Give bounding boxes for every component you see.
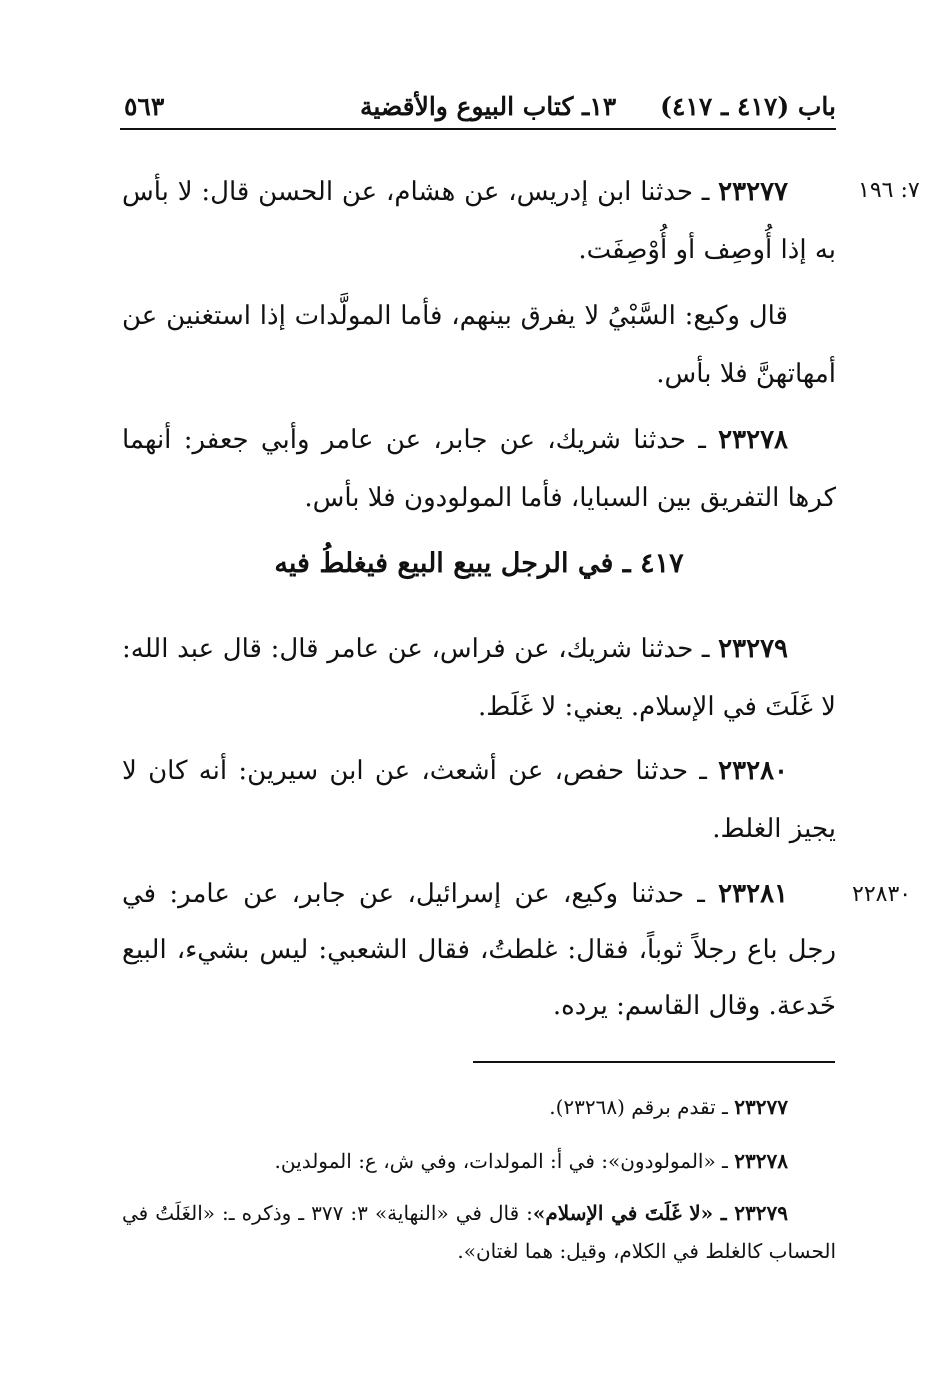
page-header — [120, 86, 836, 130]
margin-reference: ٧: ١٩٦ — [858, 178, 920, 203]
chapter-range: باب (٤١٧ ـ ٤١٧) — [660, 92, 836, 121]
hadith-23279 — [122, 620, 836, 736]
hadith-23278 — [122, 411, 836, 527]
footnote-number: ٢٣٢٧٨ — [734, 1149, 788, 1173]
hadith-number: ٢٣٢٨٠ — [718, 756, 788, 786]
footnote-text: ـ تقدم برقم (٢٣٢٦٨). — [549, 1095, 735, 1119]
hadith-text: ـ حدثنا وكيع، عن إسرائيل، عن جابر، عن عامر: في رجل باع رجلاً ثوباً، فقال: غلطتُ، فقال الشعبي: ليس بشيء، البيع خَدعة. وقال القاسم: يرده. — [122, 879, 836, 1021]
footnote-23278 — [122, 1142, 836, 1180]
book-title: ١٣ـ كتاب البيوع والأقضية — [360, 92, 617, 121]
hadith-number: ٢٣٢٧٩ — [718, 634, 788, 664]
hadith-23277 — [122, 163, 836, 279]
hadith-number: ٢٣٢٨١ — [718, 879, 788, 909]
footnote-number: ٢٣٢٧٩ — [734, 1201, 788, 1225]
hadith-text: ـ حدثنا ابن إدريس، عن هشام، عن الحسن قال: لا بأس به إذا أُوصِف أو أُوْصِفَت. — [122, 177, 836, 265]
hadith-text: ـ حدثنا شريك، عن فراس، عن عامر قال: قال عبد الله: لا غَلَتَ في الإسلام. يعني: لا غَلَط. — [122, 634, 836, 722]
hadith-text: ـ حدثنا شريك، عن جابر، عن عامر وأبي جعفر: أنهما كرها التفريق بين السبايا، فأما المولودون فلا بأس. — [122, 425, 836, 513]
hadith-text: ـ حدثنا حفص، عن أشعث، عن ابن سيرين: أنه كان لا يجيز الغلط. — [122, 756, 836, 844]
hadith-number: ٢٣٢٧٨ — [718, 425, 788, 455]
footnote-text: ـ «المولودون»: في أ: المولدات، وفي ش، ع: المولدين. — [274, 1149, 735, 1173]
margin-reference: ٢٢٨٣٠ — [852, 882, 912, 907]
footnote-23277 — [122, 1088, 836, 1126]
hadith-23281 — [122, 866, 836, 1034]
hadith-23280 — [122, 742, 836, 858]
footnote-23279 — [122, 1194, 836, 1270]
page-number: ٥٦٣ — [124, 92, 165, 121]
waki-statement — [122, 287, 836, 403]
footnote-headword: ـ «لا غَلَتَ في الإسلام» — [532, 1201, 735, 1225]
footnote-number: ٢٣٢٧٧ — [734, 1095, 788, 1119]
paragraph-text: قال وكيع: السَّبْيُ لا يفرق بينهم، فأما المولَّدات إذا استغنين عن أمهاتهنَّ فلا بأس. — [122, 301, 836, 389]
footnote-text: : قال في «النهاية» ٣: ٣٧٧ ـ وذكره ـ: «الغَلَتُ في الحساب كالغلط في الكلام، وقيل: هما لغتان». — [122, 1201, 836, 1263]
hadith-number: ٢٣٢٧٧ — [718, 177, 788, 207]
section-title: ٤١٧ ـ في الرجل يبيع البيع فيغلطُ فيه — [274, 548, 684, 579]
footnote-separator — [473, 1061, 835, 1063]
